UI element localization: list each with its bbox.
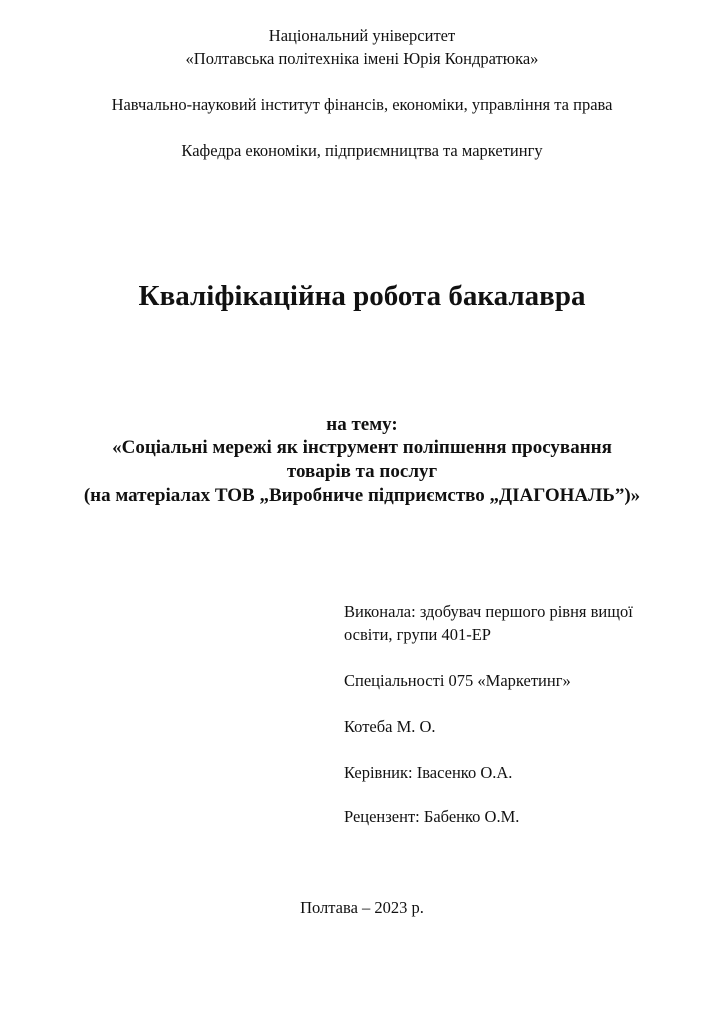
institute-name: Навчально-науковий інститут фінансів, економіки, управління та права bbox=[111, 95, 613, 114]
university-full-name: «Полтавська політехніка імені Юрія Кондратюка» bbox=[185, 49, 539, 68]
supervisor: Керівник: Івасенко О.А. bbox=[344, 763, 513, 782]
performed-by-line-2: освіти, групи 401-ЕР bbox=[344, 625, 491, 644]
city-year: Полтава – 2023 р. bbox=[300, 898, 424, 917]
topic-line-1: «Соціальні мережі як інструмент поліпшення просування bbox=[112, 437, 612, 458]
topic-label: на тему: bbox=[326, 414, 398, 435]
topic-line-2: товарів та послуг bbox=[286, 461, 438, 482]
department-name: Кафедра економіки, підприємництва та маркетингу bbox=[181, 141, 543, 160]
specialty: Спеціальності 075 «Маркетинг» bbox=[344, 671, 571, 690]
performed-by-line-1: Виконала: здобувач першого рівня вищої bbox=[344, 602, 633, 621]
document-title: Кваліфікаційна робота бакалавра bbox=[138, 280, 586, 312]
university-name: Національний університет bbox=[268, 26, 456, 45]
reviewer: Рецензент: Бабенко О.М. bbox=[344, 807, 520, 826]
topic-line-3: (на матеріалах ТОВ „Виробниче підприємство „ДІАГОНАЛЬ”)» bbox=[83, 485, 641, 506]
student-name: Котеба М. О. bbox=[344, 717, 436, 736]
